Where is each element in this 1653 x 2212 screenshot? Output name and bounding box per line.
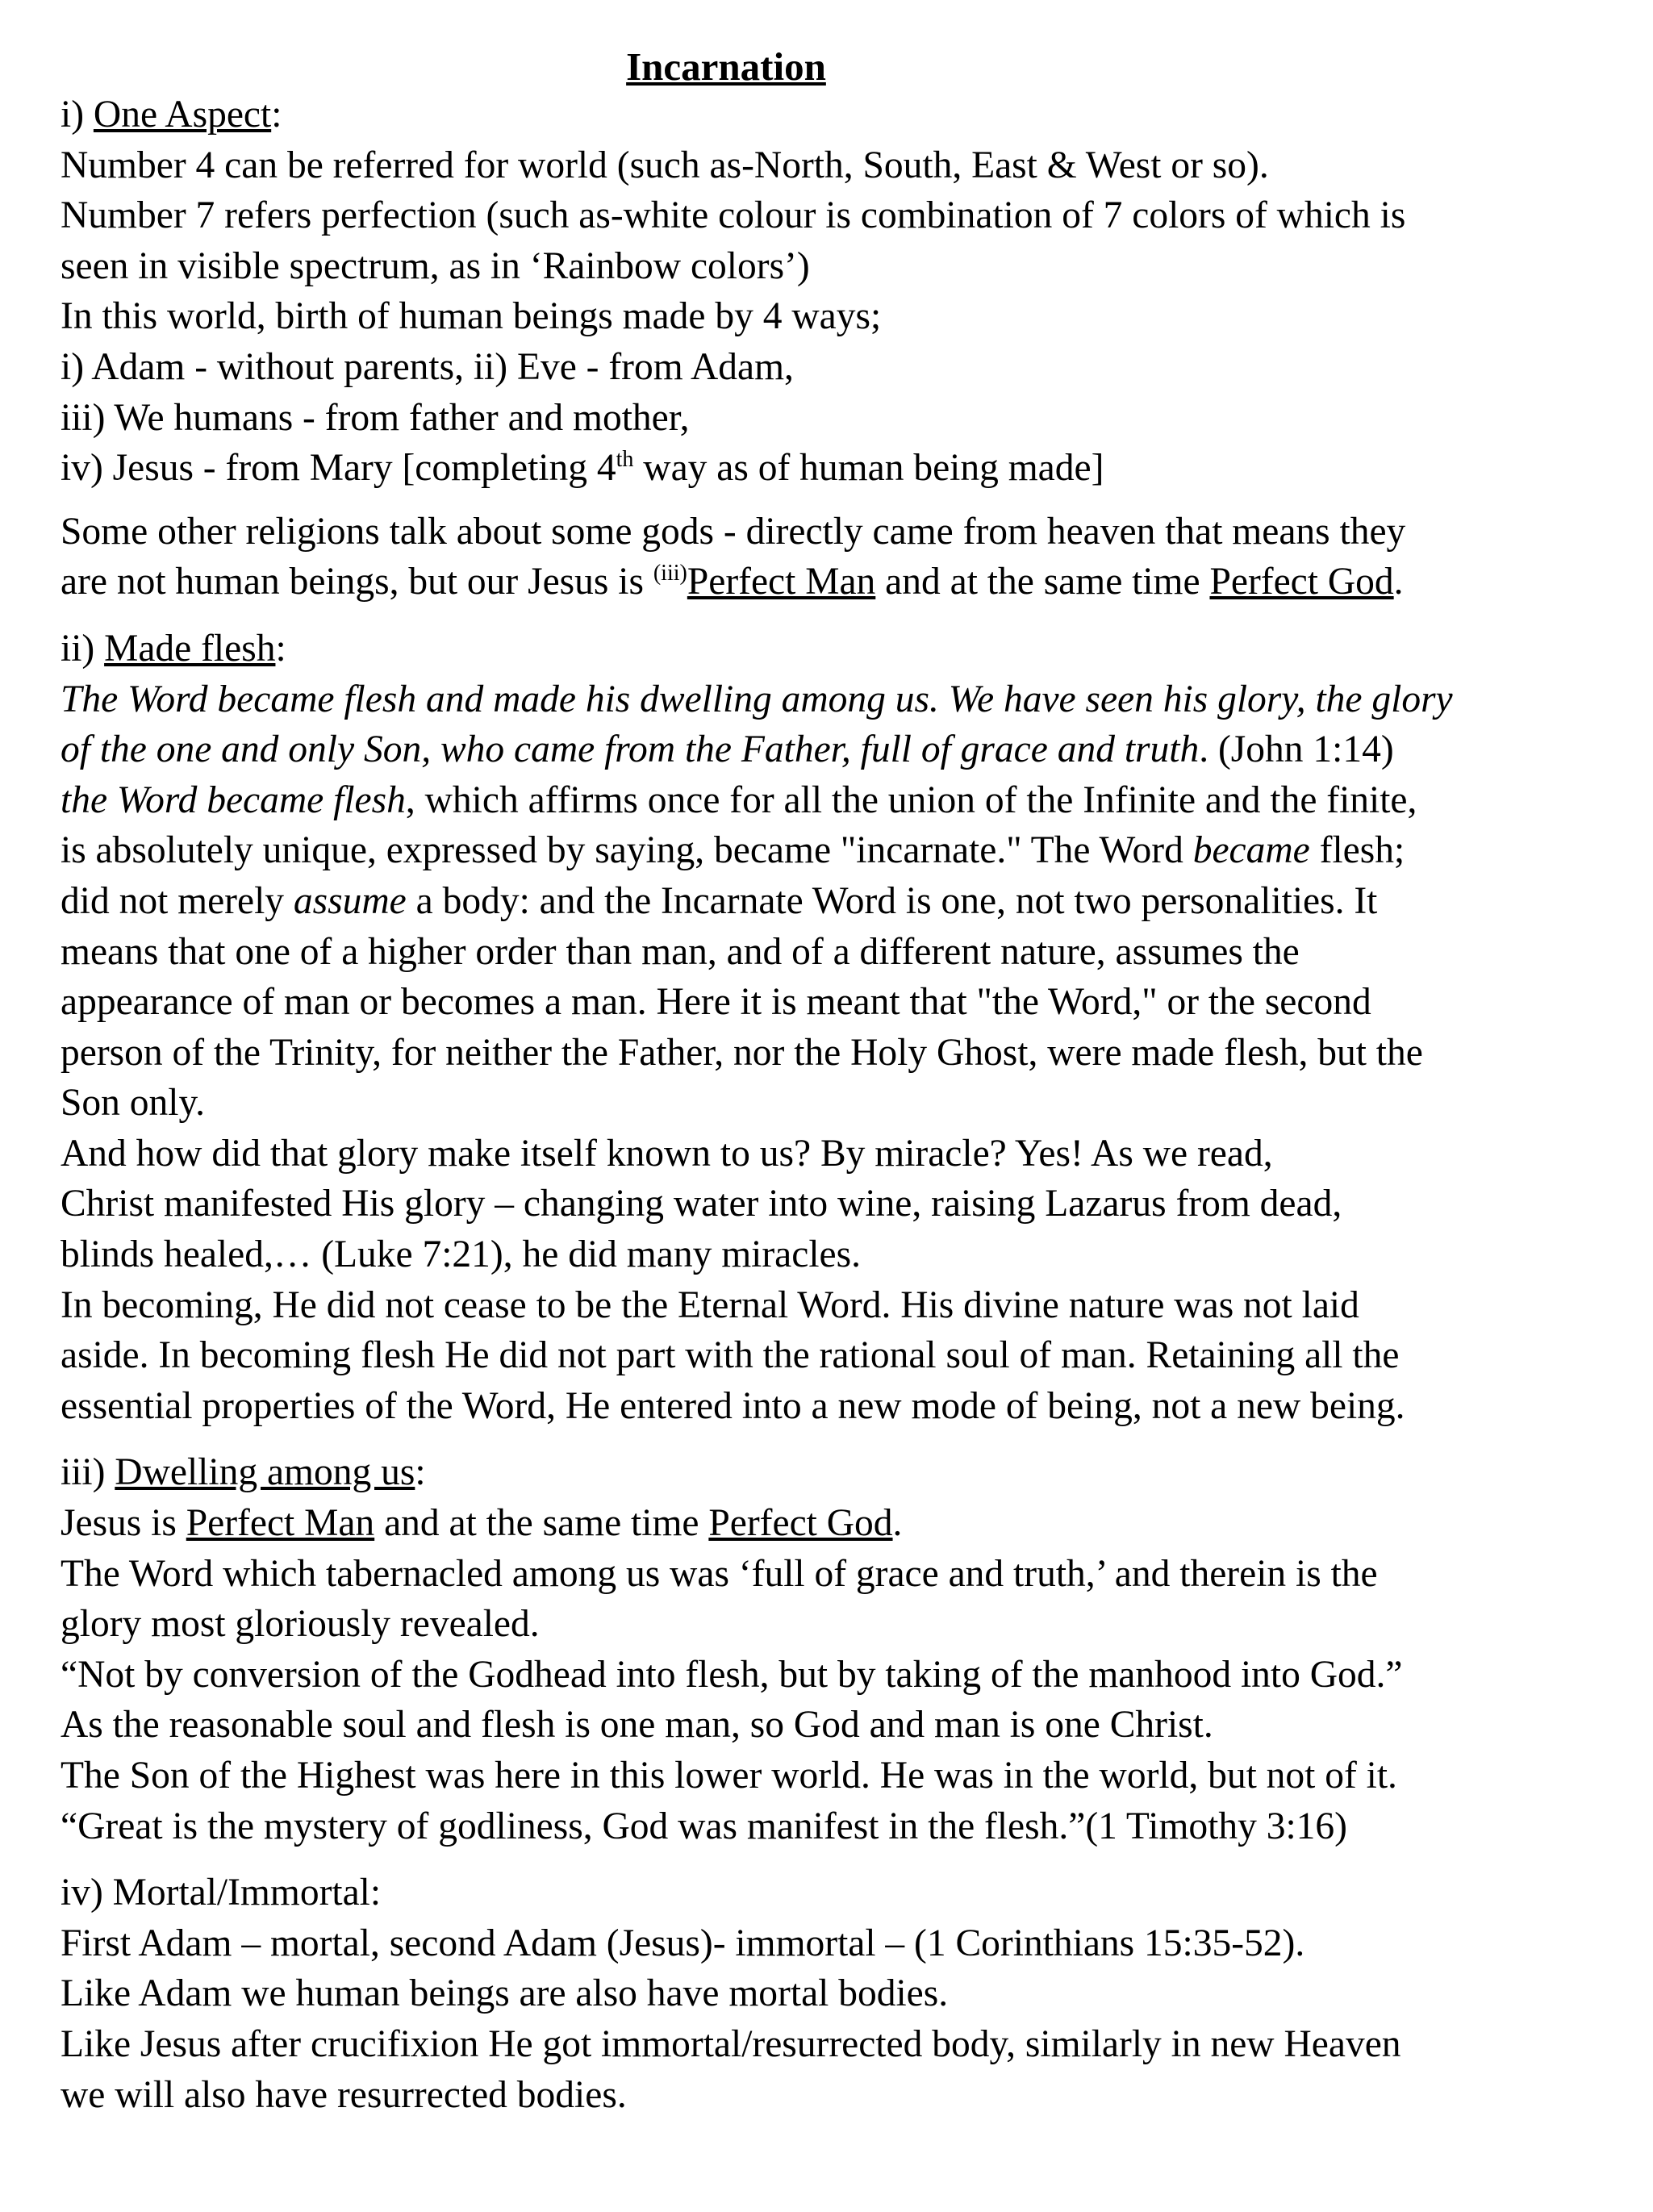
section-heading-one-aspect: i) One Aspect:	[61, 94, 282, 136]
heading-label: One Aspect	[93, 94, 272, 136]
text-line: the Word became flesh, which affirms once for all the union of the Infinite and the finite,	[61, 778, 1417, 821]
text-line: are not human beings, but our Jesus is $^{(iii)}$Perfect Man and at the same time Perfect God.	[61, 561, 1404, 603]
text-line: essential properties of the Word, He entered into a new mode of being, not a new being.	[61, 1384, 1405, 1427]
text-line: And how did that glory make itself known to us? By miracle? Yes! As we read,	[61, 1132, 1273, 1175]
text-line: Number 4 can be referred for world (such as-North, South, East & West or so).	[61, 144, 1269, 186]
text-line: Like Jesus after crucifixion He got immortal/resurrected body, similarly in new Heaven	[61, 2022, 1401, 2065]
text-line: In this world, birth of human beings made by 4 ways;	[61, 295, 882, 338]
document-page	[61, 44, 1642, 2120]
text-line: In becoming, He did not cease to be the Eternal Word. His divine nature was not laid	[61, 1283, 1359, 1326]
text-line: aside. In becoming flesh He did not part with the rational soul of man. Retaining all the	[61, 1334, 1400, 1377]
text-line: Son only.	[61, 1082, 206, 1125]
section-heading-made-flesh: ii) Made flesh:	[61, 627, 286, 670]
text-line: iii) We humans - from father and mother,	[61, 396, 690, 439]
text-line: did not merely assume a body: and the Incarnate Word is one, not two personalities. It	[61, 879, 1378, 922]
text-line: Jesus is Perfect Man and at the same time Perfect God.	[61, 1502, 903, 1545]
text-line: Number 7 refers perfection (such as-white colour is combination of 7 colors of which is	[61, 194, 1406, 237]
text-line: appearance of man or becomes a man. Here it is meant that "the Word," or the second	[61, 981, 1371, 1024]
text-line: As the reasonable soul and flesh is one man, so God and man is one Christ.	[61, 1704, 1213, 1747]
text-line: we will also have resurrected bodies.	[61, 2073, 627, 2116]
quote-line: of the one and only Son, who came from the Father, full of grace and truth. (John 1:14)	[61, 728, 1394, 771]
text-line: seen in visible spectrum, as in ‘Rainbow colors’)	[61, 244, 810, 287]
text-line: glory most gloriously revealed.	[61, 1603, 540, 1646]
text-line: “Great is the mystery of godliness, God was manifest in the flesh.”(1 Timothy 3:16)	[61, 1805, 1347, 1847]
text-line: Christ manifested His glory – changing water into wine, raising Lazarus from dead,	[61, 1183, 1342, 1225]
text-line: “Not by conversion of the Godhead into flesh, but by taking of the manhood into God.”	[61, 1653, 1403, 1696]
text-line: The Word which tabernacled among us was ‘full of grace and truth,’ and therein is the	[61, 1552, 1378, 1595]
quote-line: The Word became flesh and made his dwelling among us. We have seen his glory, the glory	[61, 678, 1453, 720]
text-line: i) Adam - without parents, ii) Eve - from Adam,	[61, 345, 794, 388]
text-line: is absolutely unique, expressed by saying, became "incarnate." The Word became flesh;	[61, 829, 1405, 872]
text-line: The Son of the Highest was here in this lower world. He was in the world, but not of it.	[61, 1755, 1397, 1797]
text-line: blinds healed,… (Luke 7:21), he did many miracles.	[61, 1233, 861, 1276]
text-line: Some other religions talk about some gods - directly came from heaven that means they	[61, 510, 1406, 553]
section-heading-mortal-immortal: iv) Mortal/Immortal:	[61, 1872, 382, 1914]
section-heading-dwelling: iii) Dwelling among us:	[61, 1451, 426, 1494]
text-line: person of the Trinity, for neither the Father, nor the Holy Ghost, were made flesh, but the	[61, 1031, 1423, 1074]
document-title: Incarnation	[626, 44, 826, 89]
text-line: First Adam – mortal, second Adam (Jesus)- immortal – (1 Corinthians 15:35-52).	[61, 1922, 1305, 1964]
heading-label: Dwelling among us	[115, 1451, 415, 1494]
text-line: Like Adam we human beings are also have mortal bodies.	[61, 1972, 949, 2015]
heading-label: Made flesh	[104, 627, 276, 670]
text-line: means that one of a higher order than man, and of a different nature, assumes the	[61, 930, 1300, 973]
text-line: iv) Jesus - from Mary [completing 4th way as of human being made]	[61, 447, 1104, 490]
